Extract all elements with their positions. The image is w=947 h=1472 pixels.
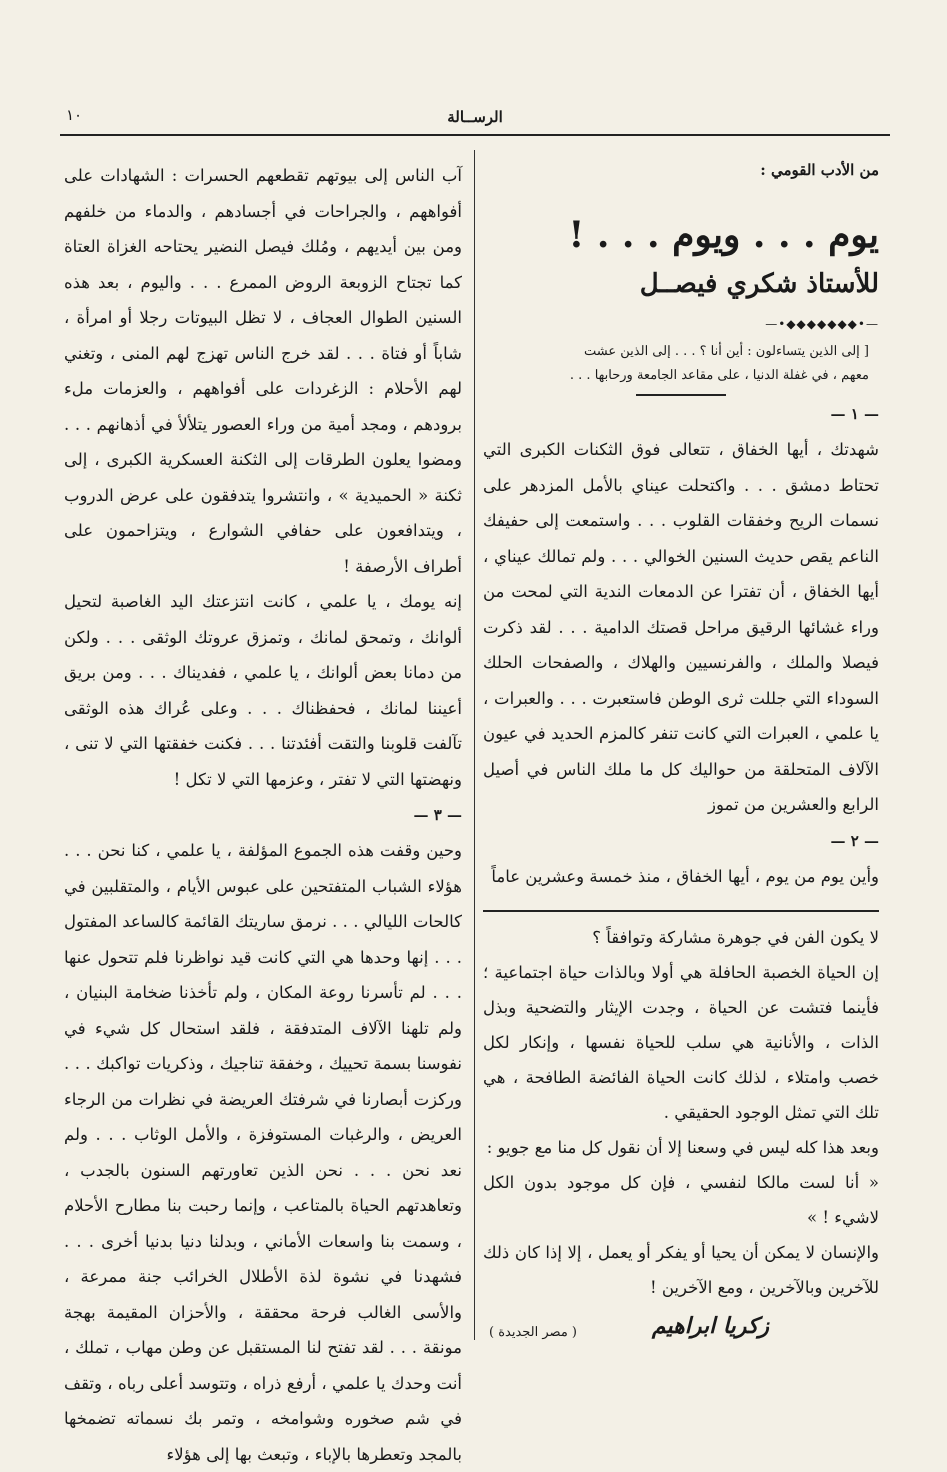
article-byline: للأستاذ شكري فيصــل xyxy=(639,269,879,299)
signature-row xyxy=(483,1309,879,1357)
boxed-article-end xyxy=(483,910,879,1357)
periodical-title: الرســالة xyxy=(447,108,503,126)
section-label: من الأدب القومي : xyxy=(760,161,879,179)
ornament-divider: —•◆◆◆◆◆◆◆•— xyxy=(765,317,879,331)
author-signature: زكريا ابراهيم xyxy=(651,1313,769,1339)
section-number: — ٢ — xyxy=(830,831,879,850)
section-number: — ٣ — xyxy=(413,806,462,824)
left-column xyxy=(64,158,462,1472)
column-divider xyxy=(474,150,475,1340)
paragraph: آب الناس إلى بيوتهم تقطعهم الحسرات : الشهادات على أفواههم ، والجراحات في أجسادهم ، والدماء من خلفهم ومن بين أيديهم ، ومُلك فيصل النضير يحتاحه الغزاة العتاة كما تجتاح الزوبعة الروض الممرع . . . واليوم ، بعد هذه السنين الطوال العجاف ، لا تظل البيوتات رجلا أو امرأة ، شاباً أو فتاة . . . لقد خرج الناس تهزج لهم المنى ، وتغني لهم الأحلام : الزغردات على أفواههم ، والعزمات ملء برودهم ، ومجد أمية من وراء العصور يتلألأ في أذهانهم . . . ومضوا يعلون الطرقات إلى الثكنة العسكرية الكبرى ، إلى ثكنة « الحميدية » ، وانتشروا يتدفقون على عرض الدروب ، ويتدافعون على حفافي الشوارع ، ويتزاحمون على أطراف الأرصفة ! xyxy=(64,166,462,576)
paragraph: والإنسان لا يمكن أن يحيا أو يفكر أو يعمل ، إلا إذا كان ذلك للآخرين وبالآخرين ، ومع الآخرين ! xyxy=(483,1243,879,1297)
section-number: — ١ — xyxy=(830,405,879,423)
paragraph: لا يكون الفن في جوهرة مشاركة وتوافقاً ؟ xyxy=(592,928,879,947)
paragraph: شهدتك ، أيها الخفاق ، تتعالى فوق الثكنات الكبرى التي تحتاط دمشق . . . واكتحلت عيناي بالأمل المزدهر على نسمات الريح وخفقات القلوب . . . واستمعت إلى حفيفك الناعم يقص حديث السنين الخوالي . . . ولم تمالك عيناي ، أيها الخفاق ، أن تفترا عن الدمعات الندية التي لمحت من وراء غشائها الرقيق مراحل قصتك الدامية . . . لقد ذكرت فيصلا والملك ، والفرنسيين والهلاك ، والصفحات الحلك السوداء التي جللت ثرى الوطن فاستعبرت . . . والعبرات ، يا علمي ، العبرات التي كانت تنفر كالمزم الحديد في عيون الآلاف المتحلقة من حواليك كل ما ملك الناس في أصيل الرابع والعشرين من تموز xyxy=(483,440,879,814)
paragraph: وبعد هذا كله ليس في وسعنا إلا أن نقول كل منا مع جويو : xyxy=(486,1138,879,1157)
quote: « أنا لست مالكا لنفسي ، فإن كل موجود بدون الكل لاشيء ! » xyxy=(483,1173,879,1227)
page-header xyxy=(60,102,890,142)
epigraph-line: معهم ، في غفلة الدنيا ، على مقاعد الجامعة ورحابها . . . xyxy=(569,368,869,383)
article-title: يوم . . . ويوم . . . ! xyxy=(568,214,879,256)
paragraph: وأين يوم من يوم ، أيها الخفاق ، منذ خمسة وعشرين عاماً xyxy=(491,866,879,886)
header-rule xyxy=(60,134,890,136)
epigraph-line: [ إلى الذين يتساءلون : أين أنا ؟ . . . إلى الذين عشت xyxy=(584,344,869,359)
epigraph xyxy=(493,340,869,388)
paragraph: وحين وقفت هذه الجموع المؤلفة ، يا علمي ، كنا نحن . . . هؤلاء الشباب المتفتحين على عبوس الأيام ، والمتقلبين في كالحات الليالي . . . نرمق ساريتك القائمة كالساعد المفتول . . . إنها وحدها هي التي كانت قيد نواظرنا فلم تتحول عنها . . . لم تأسرنا روعة المكان ، ولم تأخذنا ضخامة البنيان ، ولم تلهنا الآلاف المتدفقة ، فلقد استحال كل شيء في نفوسنا بسمة تحييك ، وخفقة تناجيك ، وذكريات تواكبك . . . وركزت أبصارنا في شرفتك العريضة في نظرات من الرجاء العريض ، والرغبات المستوفزة ، والأمل الوثاب . . . ولم نعد نحن . . . نحن الذين تعاورتهم السنون بالجدب ، وتعاهدتهم الحياة بالمتاعب ، وإنما رحبت بنا مطارح الأحلام ، وسمت بنا واسعات الأماني ، وبدلنا دنيا بدنيا أخرى . . . فشهدنا في نشوة لذة الأطلال الخرائب جنة ممرعة ، والأسى الغالب فرحة محققة ، والأحزان المقيمة بهجة مونقة . . . لقد تفتح لنا المستقبل عن وطن مهاب ، تملك ، أنت وحدك يا علمي ، أرفع ذراه ، وتتوسد أعلى رباه ، وتقف في شم صخوره وشوامخه ، وتمر بك نسماته تضمخها بالمجد وتعطرها بالإباء ، وتبعث بها إلى هؤلاء xyxy=(64,841,462,1464)
page-number: ١٠ xyxy=(66,106,83,124)
right-column xyxy=(483,158,879,894)
place-name: ( مصر الجديدة ) xyxy=(489,1325,577,1340)
paragraph: إن الحياة الخصبة الحافلة هي أولا وبالذات حياة اجتماعية ؛ فأينما فتشت عن الحياة ، وجدت الإيثار والتضحية وبذل الذات ، والأنانية هي سلب للحياة نفسها ، وإنكار لكل خصب وامتلاء ، لذلك كانت الحياة الفائضة الطافحة ، هي تلك التي تمثل الوجود الحقيقي . xyxy=(483,963,879,1122)
paragraph: إنه يومك ، يا علمي ، كانت انتزعتك اليد الغاصبة لتحيل ألوانك ، وتمحق لمانك ، وتمزق عروتك الوثقى . . . ولكن من دمانا بعض ألوانك ، يا علمي ، ففديناك . . . ومن بريق أعيننا لمانك ، فحفظناك . . . وعلى عُراك هذه الوثقى تآلفت قلوبنا والتقت أفئدتنا . . . فكنت خفقتها التي لا تنى ، ونهضتها التي لا تفتر ، وعزمها التي لا تكل ! xyxy=(64,592,462,789)
